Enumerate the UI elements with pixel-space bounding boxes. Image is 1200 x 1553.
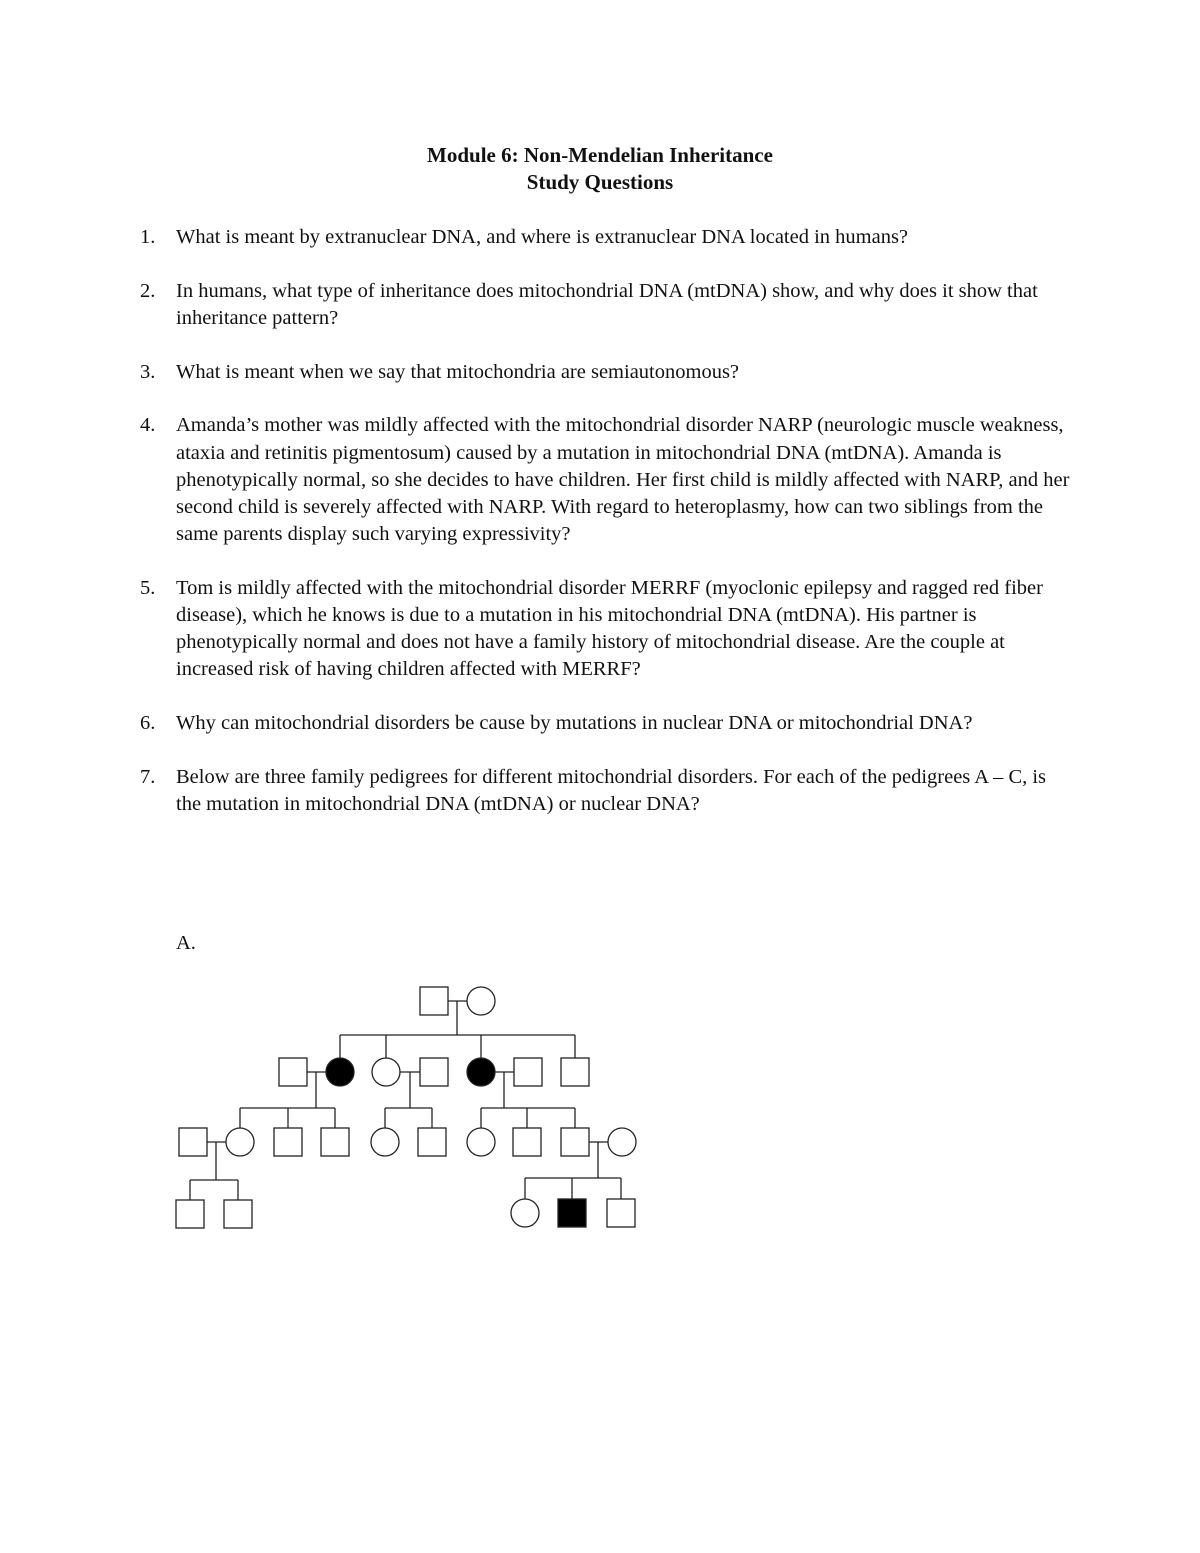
gen2-male-spouse bbox=[514, 1058, 542, 1086]
page-title: Module 6: Non-Mendelian Inheritance bbox=[427, 143, 773, 167]
question-number: 6. bbox=[140, 712, 156, 735]
gen4-male bbox=[607, 1199, 635, 1227]
gen3-male bbox=[561, 1128, 589, 1156]
gen2-male-spouse bbox=[279, 1058, 307, 1086]
gen2-female-affected bbox=[467, 1058, 495, 1086]
gen4-female bbox=[511, 1199, 539, 1227]
gen4-male bbox=[224, 1200, 252, 1228]
question-number: 1. bbox=[140, 226, 156, 248]
gen3-female bbox=[467, 1128, 495, 1156]
question-number: 4. bbox=[140, 414, 156, 437]
page-subtitle: Study Questions bbox=[526, 170, 674, 194]
question-text: Amanda’s mother was mildly affected with the mitochondrial disorder NARP (neurologic muscle weakness, ataxia and retinitis pigmentosum) caused by a mutation in mitochondrial DNA (mtDNA). Amanda is phenotypically normal, so she decides to have children. Her first child is mildly affected with NARP, and her second child is severely affected with NARP. With regard to heteroplasmy, how can two siblings from the same parents display such varying expressivity? bbox=[176, 414, 1070, 546]
gen2-male-spouse bbox=[420, 1058, 448, 1086]
question-text: What is meant when we say that mitochondria are semiautonomous? bbox=[176, 360, 740, 383]
gen3-male bbox=[418, 1128, 446, 1156]
gen2-male bbox=[561, 1058, 589, 1086]
pedigree-label-a: A. bbox=[176, 932, 196, 954]
gen3-male bbox=[321, 1128, 349, 1156]
question-text: Below are three family pedigrees for different mitochondrial disorders. For each of the pedigrees A – C, is the mutation in mitochondrial DNA (mtDNA) or nuclear DNA? bbox=[176, 765, 1047, 816]
question-text: Tom is mildly affected with the mitochondrial disorder MERRF (myoclonic epilepsy and ragged red fiber disease), which he knows is due to a mutation in his mitochondrial DNA (mtDNA). His partner is phenotypically normal and does not have a family history of mitochondrial disease. Are the couple at increased risk of having children affected with MERRF? bbox=[176, 576, 1043, 681]
gen2-female bbox=[372, 1058, 400, 1086]
gen3-female-spouse bbox=[608, 1128, 636, 1156]
gen2-female-affected bbox=[326, 1058, 354, 1086]
question-text: What is meant by extranuclear DNA, and where is extranuclear DNA located in humans? bbox=[176, 226, 909, 248]
gen3-male-spouse bbox=[179, 1128, 207, 1156]
question-number: 7. bbox=[140, 765, 156, 788]
question-number: 2. bbox=[140, 279, 156, 302]
question-text: Why can mitochondrial disorders be cause by mutations in nuclear DNA or mitochondrial DNA? bbox=[176, 712, 973, 735]
gen1-female bbox=[467, 987, 495, 1015]
gen3-female bbox=[226, 1128, 254, 1156]
gen3-male bbox=[274, 1128, 302, 1156]
question-number: 5. bbox=[140, 576, 156, 599]
gen4-male bbox=[176, 1200, 204, 1228]
gen1-male bbox=[420, 987, 448, 1015]
gen3-male bbox=[513, 1128, 541, 1156]
question-number: 3. bbox=[140, 360, 156, 383]
gen3-female bbox=[371, 1128, 399, 1156]
question-text: In humans, what type of inheritance does mitochondrial DNA (mtDNA) show, and why does it show that inheritance pattern? bbox=[176, 279, 1038, 329]
gen4-male-affected bbox=[558, 1199, 586, 1227]
